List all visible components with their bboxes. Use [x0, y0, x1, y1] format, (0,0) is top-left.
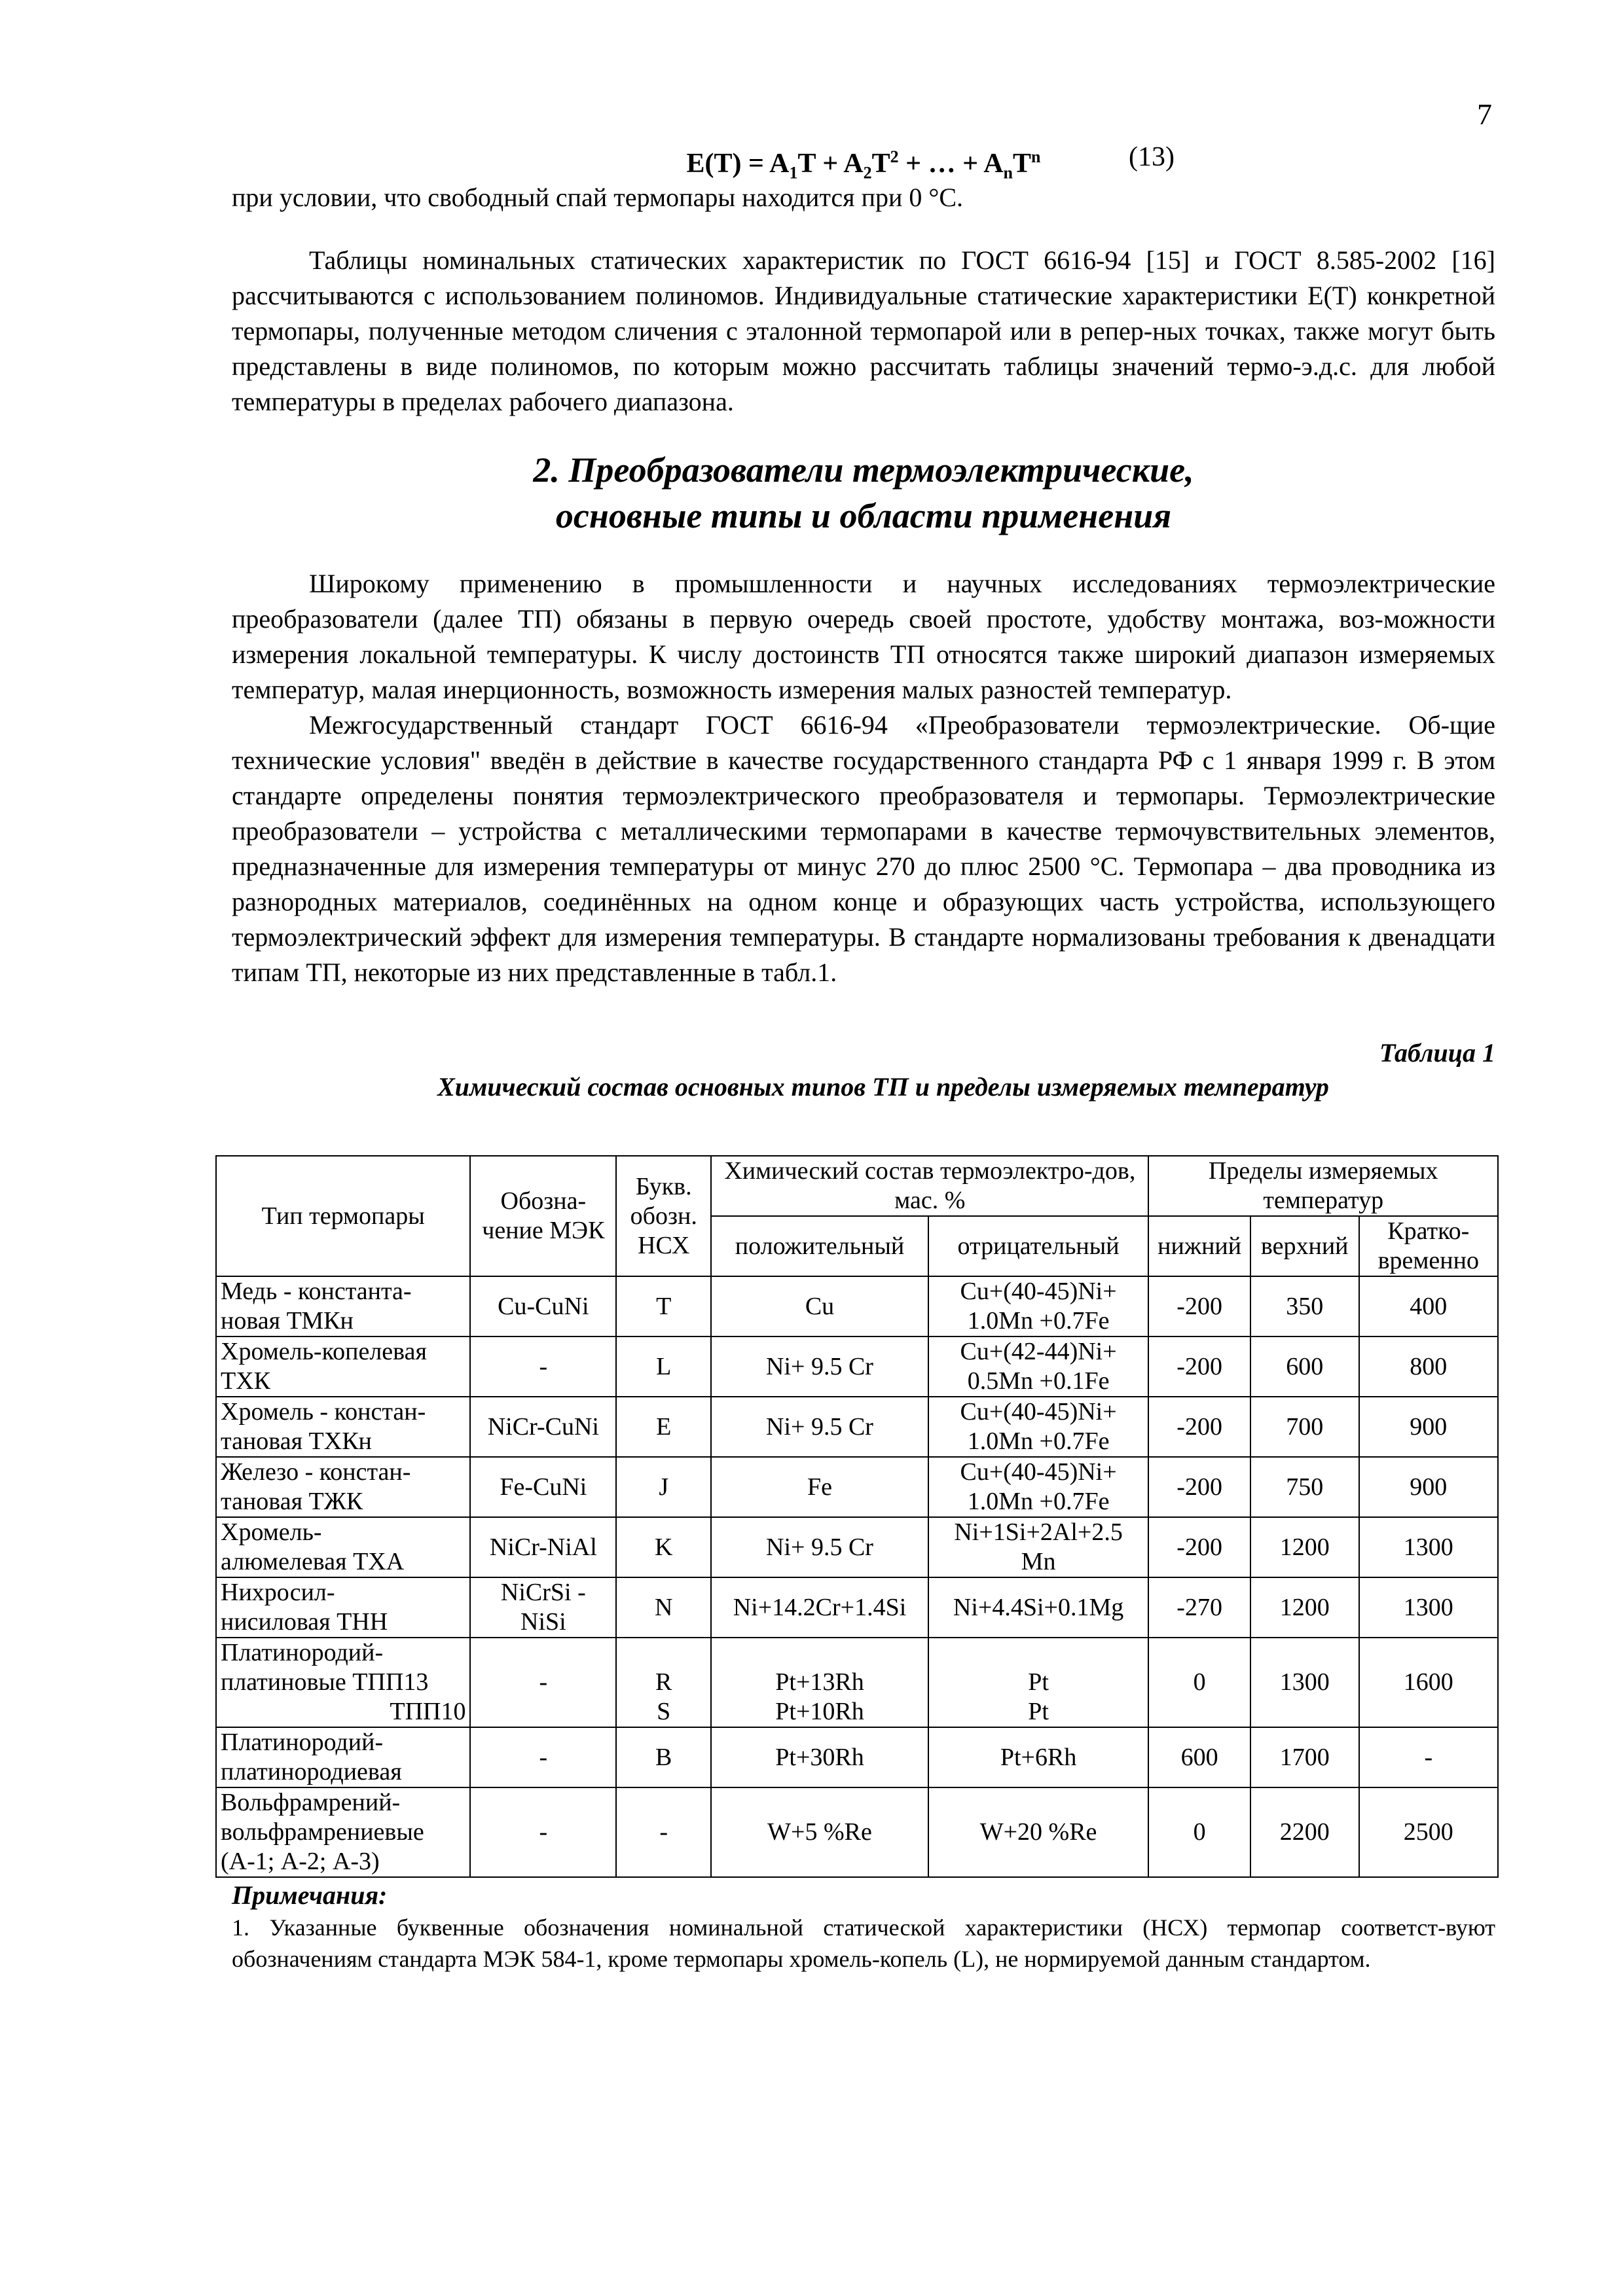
cell-nsx: L	[616, 1336, 711, 1397]
table-caption: Химический состав основных типов ТП и пределы измеряемых температур	[437, 1072, 1329, 1102]
header-mek: Обозна-чение МЭК	[470, 1156, 616, 1276]
cell-type: Платинородий- платиновые ТПП13 ТПП10	[216, 1638, 470, 1727]
header-low: нижний	[1148, 1216, 1250, 1276]
cell-positive: Ni+ 9.5 Cr	[711, 1397, 928, 1457]
table-row	[216, 1276, 1498, 1336]
cell-high: 2200	[1250, 1787, 1359, 1877]
cell-negative: Ni+1Si+2Al+2.5 Mn	[928, 1517, 1149, 1577]
header-nsx: Букв. обозн. НСХ	[616, 1156, 711, 1276]
cell-mek: -	[470, 1787, 616, 1877]
thermocouple-table	[215, 1155, 1499, 1878]
cell-low: 0	[1148, 1638, 1250, 1727]
header-chem-negative: отрицательный	[928, 1216, 1149, 1276]
cell-positive: W+5 %Re	[711, 1787, 928, 1877]
cell-short: 900	[1359, 1397, 1498, 1457]
header-chem-positive: положительный	[711, 1216, 928, 1276]
cell-type: Хромель- алюмелевая ТХА	[216, 1517, 470, 1577]
cell-low: -200	[1148, 1276, 1250, 1336]
formula-number: (13)	[1129, 142, 1175, 172]
cell-short: 900	[1359, 1457, 1498, 1517]
cell-negative: Cu+(40-45)Ni+ 1.0Mn +0.7Fe	[928, 1397, 1149, 1457]
cell-type: Медь - константа- новая ТМКн	[216, 1276, 470, 1336]
table-row	[216, 1517, 1498, 1577]
paragraph-condition: при условии, что свободный спай термопары находится при 0 °С.	[232, 183, 964, 212]
cell-positive: Ni+ 9.5 Cr	[711, 1517, 928, 1577]
table-row	[216, 1577, 1498, 1638]
cell-short: 2500	[1359, 1787, 1498, 1877]
cell-high: 750	[1250, 1457, 1359, 1517]
cell-short: 1300	[1359, 1577, 1498, 1638]
cell-nsx: R S	[616, 1638, 711, 1727]
cell-negative: Pt+6Rh	[928, 1727, 1149, 1787]
cell-mek: -	[470, 1638, 616, 1727]
cell-short: 800	[1359, 1336, 1498, 1397]
cell-positive: Pt+13Rh Pt+10Rh	[711, 1638, 928, 1727]
section-title-line2: основные типы и области применения	[555, 496, 1172, 535]
cell-type: Хромель-копелевая ТХК	[216, 1336, 470, 1397]
header-short: Кратко-временно	[1359, 1216, 1498, 1276]
cell-short: 1600	[1359, 1638, 1498, 1727]
cell-nsx: J	[616, 1457, 711, 1517]
cell-nsx: B	[616, 1727, 711, 1787]
cell-nsx: T	[616, 1276, 711, 1336]
table-row	[216, 1727, 1498, 1787]
cell-high: 1700	[1250, 1727, 1359, 1787]
cell-short: -	[1359, 1727, 1498, 1787]
paragraph-tables: Таблицы номинальных статических характеристик по ГОСТ 6616-94 [15] и ГОСТ 8.585-2002 [16] рассчитываются с использованием полиномов. Индивидуальные статические характеристики Е(Т) конкретной термопары, полученные методом сличения с эталонной термопарой или в репер-ных точках, также могут быть представлены в виде полиномов, по которым можно рассчитать таблицы значений термо-э.д.с. для любой температуры в пределах рабочего диапазона.	[232, 245, 1495, 416]
table-body	[216, 1276, 1498, 1638]
cell-type: Железо - констан- тановая ТЖК	[216, 1457, 470, 1517]
cell-high: 1200	[1250, 1577, 1359, 1638]
notes	[232, 1879, 1495, 1975]
cell-positive: Ni+ 9.5 Cr	[711, 1336, 928, 1397]
formula-expression: $E(T) = A_1T + A_2T^2$ + … + $A_nT^n$	[686, 147, 1041, 183]
cell-positive: Ni+14.2Cr+1.4Si	[711, 1577, 928, 1638]
cell-high: 700	[1250, 1397, 1359, 1457]
cell-type: Платинородий- платинородиевая	[216, 1727, 470, 1787]
cell-negative: Cu+(42-44)Ni+ 0.5Mn +0.1Fe	[928, 1336, 1149, 1397]
cell-negative: Ni+4.4Si+0.1Mg	[928, 1577, 1149, 1638]
cell-negative: Cu+(40-45)Ni+ 1.0Mn +0.7Fe	[928, 1276, 1149, 1336]
cell-type: Хромель - констан- тановая ТХКн	[216, 1397, 470, 1457]
note-1: 1. Указанные буквенные обозначения номинальной статической характеристики (НСХ) термопар соответст-вуют обозначениям стандарта МЭК 584-1, кроме термопары хромель-копель (L), не нормируемой данным стандартом.	[232, 1914, 1495, 1972]
table-header-row	[216, 1156, 1498, 1216]
header-type: Тип термопары	[216, 1156, 470, 1276]
cell-mek: -	[470, 1727, 616, 1787]
cell-low: 0	[1148, 1787, 1250, 1877]
cell-positive: Fe	[711, 1457, 928, 1517]
paragraph-application: Широкому применению в промышленности и научных исследованиях термоэлектрические преобразователи (далее ТП) обязаны в первую очередь своей простоте, удобству монтажа, воз-можности измерения локальной температуры. К числу достоинств ТП относятся также широкий диапазон измеряемых температур, малая инерционность, возможность измерения малых разностей температур.	[232, 569, 1495, 704]
cell-mek: Cu-CuNi	[470, 1276, 616, 1336]
formula-13	[232, 134, 1495, 183]
cell-type: Вольфрамрений- вольфрамрениевые (А-1; А-2; А-3)	[216, 1787, 470, 1877]
table-row	[216, 1457, 1498, 1517]
page-number: 7	[1477, 98, 1492, 131]
cell-nsx: K	[616, 1517, 711, 1577]
cell-mek: NiCrSi - NiSi	[470, 1577, 616, 1638]
cell-type: Нихросил- нисиловая ТНН	[216, 1577, 470, 1638]
cell-short: 1300	[1359, 1517, 1498, 1577]
cell-low: 600	[1148, 1727, 1250, 1787]
cell-high: 600	[1250, 1336, 1359, 1397]
cell-high: 1300	[1250, 1638, 1359, 1727]
paragraph-standard: Межгосударственный стандарт ГОСТ 6616-94 «Преобразователи термоэлектрические. Об-щие технические условия" введён в действие в качестве государственного стандарта РФ с 1 января 1999 г. В этом стандарте определены понятия термоэлектрического преобразователя и термопары. Термоэлектрические преобразователи – устройства с металлическими термопарами в качестве термочувствительных элементов, предназначенные для измерения температуры от минус 270 до плюс 2500 °С. Термопара – два проводника из разнородных материалов, соединённых на одном конце и образующих часть устройства, использующего термоэлектрический эффект для измерения температуры. В стандарте нормализованы требования к двенадцати типам ТП, некоторые из них представленные в табл.1.	[232, 710, 1495, 987]
cell-mek: NiCr-CuNi	[470, 1397, 616, 1457]
cell-negative: W+20 %Re	[928, 1787, 1149, 1877]
cell-short: 400	[1359, 1276, 1498, 1336]
header-chem: Химический состав термоэлектро-дов, мас. %	[711, 1156, 1148, 1216]
cell-nsx: E	[616, 1397, 711, 1457]
cell-mek: -	[470, 1336, 616, 1397]
cell-mek: NiCr-NiAl	[470, 1517, 616, 1577]
notes-title: Примечания:	[232, 1880, 388, 1910]
table-row	[216, 1397, 1498, 1457]
cell-low: -270	[1148, 1577, 1250, 1638]
cell-mek: Fe-CuNi	[470, 1457, 616, 1517]
cell-negative: Pt Pt	[928, 1638, 1149, 1727]
cell-nsx: -	[616, 1787, 711, 1877]
section-title	[232, 447, 1495, 539]
cell-positive: Pt+30Rh	[711, 1727, 928, 1787]
cell-low: -200	[1148, 1457, 1250, 1517]
page-content	[221, 134, 1495, 1975]
cell-high: 350	[1250, 1276, 1359, 1336]
cell-negative: Cu+(40-45)Ni+ 1.0Mn +0.7Fe	[928, 1457, 1149, 1517]
table-row	[216, 1638, 1498, 1727]
header-limits: Пределы измеряемых температур	[1148, 1156, 1498, 1216]
cell-low: -200	[1148, 1517, 1250, 1577]
table-row	[216, 1336, 1498, 1397]
cell-high: 1200	[1250, 1517, 1359, 1577]
table-number: Таблица 1	[1379, 1038, 1495, 1067]
cell-low: -200	[1148, 1397, 1250, 1457]
cell-low: -200	[1148, 1336, 1250, 1397]
header-high: верхний	[1250, 1216, 1359, 1276]
cell-positive: Cu	[711, 1276, 928, 1336]
table-row	[216, 1787, 1498, 1877]
cell-nsx: N	[616, 1577, 711, 1638]
section-title-line1: 2. Преобразователи термоэлектрические,	[533, 450, 1194, 490]
